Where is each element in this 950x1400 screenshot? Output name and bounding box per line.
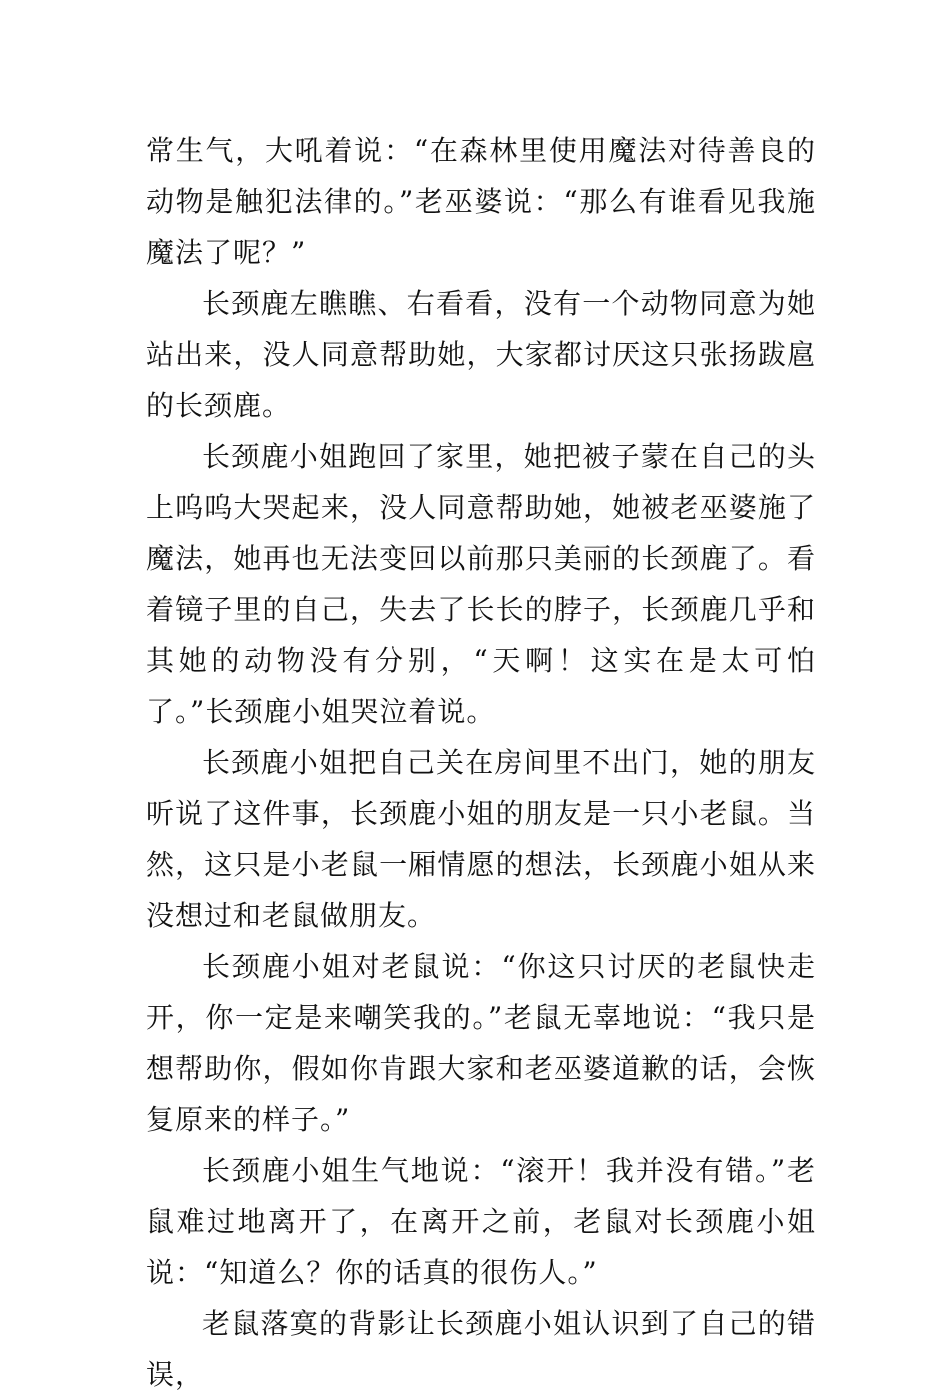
story-text [146,125,816,1400]
paragraph: 长颈鹿小姐跑回了家里，她把被子蒙在自己的头上呜呜大哭起来，没人同意帮助她，她被老巫婆施了魔法，她再也无法变回以前那只美丽的长颈鹿了。看着镜子里的自己，失去了长长的脖子，长颈鹿几乎和其她的动物没有分别，“天啊！这实在是太可怕了。”长颈鹿小姐哭泣着说。 [146,440,816,728]
paragraph: 长颈鹿小姐对老鼠说：“你这只讨厌的老鼠快走开，你一定是来嘲笑我的。”老鼠无辜地说：“我只是想帮助你，假如你肯跟大家和老巫婆道歉的话，会恢复原来的样子。” [146,950,816,1136]
paragraph-continued: 常生气，大吼着说：“在森林里使用魔法对待善良的动物是触犯法律的。”老巫婆说：“那么有谁看见我施魔法了呢？” [146,134,816,269]
paragraph: 长颈鹿小姐生气地说：“滚开！我并没有错。”老鼠难过地离开了，在离开之前，老鼠对长颈鹿小姐说：“知道么？你的话真的很伤人。” [146,1154,816,1289]
paragraph: 长颈鹿左瞧瞧、右看看，没有一个动物同意为她站出来，没人同意帮助她，大家都讨厌这只张扬跋扈的长颈鹿。 [146,287,816,422]
paragraph: 长颈鹿小姐把自己关在房间里不出门，她的朋友听说了这件事，长颈鹿小姐的朋友是一只小老鼠。当然，这只是小老鼠一厢情愿的想法，长颈鹿小姐从来没想过和老鼠做朋友。 [146,746,816,932]
paragraph: 老鼠落寞的背影让长颈鹿小姐认识到了自己的错误， [146,1307,816,1391]
